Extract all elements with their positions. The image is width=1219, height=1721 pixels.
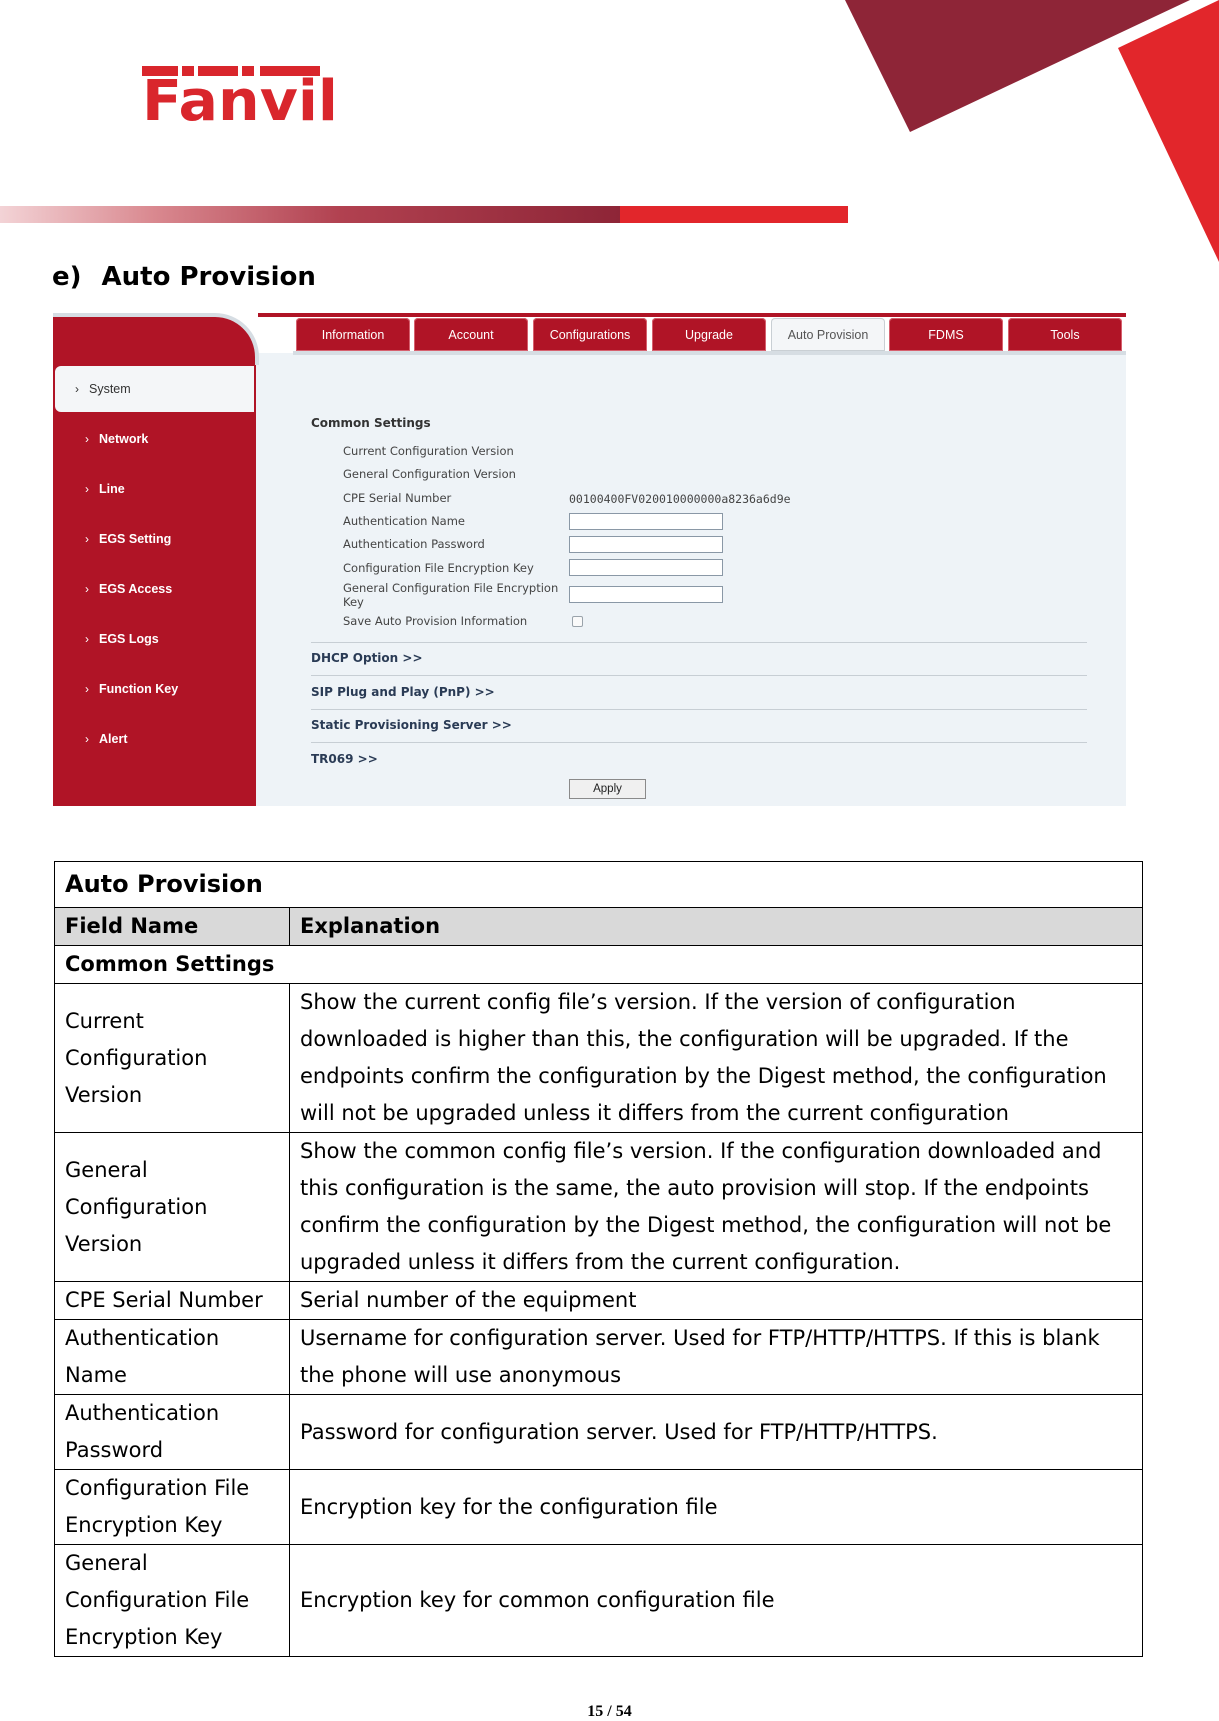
sidebar-item-egs-logs[interactable] <box>53 616 256 662</box>
explanation-cell: Password for configuration server. Used for FTP/HTTP/HTTPS. <box>290 1395 1143 1470</box>
tab-fdms[interactable]: FDMS <box>889 318 1003 351</box>
tr069-link[interactable]: TR069 >> <box>311 752 378 766</box>
sidebar-item-label: System <box>89 382 131 396</box>
sidebar-item-label: Function Key <box>99 682 179 696</box>
sidebar-item-line[interactable] <box>53 466 256 512</box>
tab-strip-line <box>293 351 1126 355</box>
explanation-cell: Show the common config file’s version. If the configuration downloaded and this configuration is the same, the auto provision will stop. If the endpoints confirm the configuration by the Digest method, the configuration will not be upgraded unless it differs from the current configuration. <box>290 1133 1143 1282</box>
tabbar-top-line <box>258 313 1126 317</box>
tab-auto-provision[interactable]: Auto Provision <box>771 318 885 351</box>
sidebar-item-label: Network <box>99 432 149 446</box>
general-key-label-line1: General Configuration File Encryption <box>343 581 559 595</box>
field-cell: Current Configuration Version <box>55 984 290 1133</box>
header-field-name: Field Name <box>55 908 290 946</box>
red-triangle <box>1118 0 1219 262</box>
explanation-cell: Show the current config file’s version. If the version of configuration downloaded is higher than this, the configuration will be upgraded. If the endpoints confirm the configuration by the Digest method, the configuration will not be upgraded unless it differs from the current configuration <box>290 984 1143 1133</box>
general-key-label-line2: Key <box>343 595 364 609</box>
cpe-serial-label: CPE Serial Number <box>343 491 452 505</box>
explanation-cell: Encryption key for the configuration file <box>290 1470 1143 1545</box>
auth-password-input[interactable] <box>569 536 723 553</box>
explanation-cell: Username for configuration server. Used for FTP/HTTP/HTTPS. If this is blank the phone will use anonymous <box>290 1320 1143 1395</box>
explanation-cell: Serial number of the equipment <box>290 1282 1143 1320</box>
chevron-right-icon: › <box>85 682 89 696</box>
field-cell: Authentication Name <box>55 1320 290 1395</box>
cpe-serial-value: 00100400FV020010000000a8236a6d9e <box>569 492 791 506</box>
divider <box>311 709 1087 710</box>
header-explanation: Explanation <box>290 908 1143 946</box>
chevron-right-icon: › <box>85 732 89 746</box>
divider <box>311 642 1087 643</box>
config-key-input[interactable] <box>569 559 723 576</box>
sidebar-item-system[interactable] <box>55 366 254 412</box>
auth-name-input[interactable] <box>569 513 723 530</box>
sidebar-item-label: Alert <box>99 732 128 746</box>
field-cell: Configuration File Encryption Key <box>55 1470 290 1545</box>
svg-text:Fanvil: Fanvil <box>142 69 338 126</box>
table-row <box>55 1320 1143 1395</box>
auto-provision-table <box>54 861 1143 1657</box>
sidebar-item-label: EGS Setting <box>99 532 172 546</box>
sip-pnp-link[interactable]: SIP Plug and Play (PnP) >> <box>311 685 495 699</box>
explanation-cell: Encryption key for common configuration file <box>290 1545 1143 1657</box>
header-stripe-gradient <box>0 206 620 223</box>
chevron-right-icon: › <box>75 382 79 396</box>
tab-tools[interactable]: Tools <box>1008 318 1122 351</box>
table-subheading-row <box>55 946 1143 984</box>
tab-information[interactable]: Information <box>296 318 410 351</box>
page-number: 15 / 54 <box>587 1703 632 1720</box>
sidebar-item-egs-setting[interactable] <box>53 516 256 562</box>
field-cell: CPE Serial Number <box>55 1282 290 1320</box>
config-key-label: Configuration File Encryption Key <box>343 561 534 575</box>
fanvil-logo <box>142 66 342 126</box>
tab-configurations[interactable]: Configurations <box>533 318 647 351</box>
table-row <box>55 1395 1143 1470</box>
tab-upgrade[interactable]: Upgrade <box>652 318 766 351</box>
table-row <box>55 984 1143 1133</box>
table-row <box>55 1133 1143 1282</box>
auth-password-label: Authentication Password <box>343 537 485 551</box>
save-info-label: Save Auto Provision Information <box>343 614 528 628</box>
sidebar-item-label: EGS Access <box>99 582 173 596</box>
table-title: Auto Provision <box>55 862 1143 908</box>
current-config-version-label: Current Configuration Version <box>343 444 514 458</box>
auth-name-label: Authentication Name <box>343 514 466 528</box>
general-key-input[interactable] <box>569 586 723 603</box>
chevron-right-icon: › <box>85 632 89 646</box>
table-row <box>55 1282 1143 1320</box>
chevron-right-icon: › <box>85 432 89 446</box>
sidebar-top-corner <box>53 313 259 365</box>
chevron-right-icon: › <box>85 532 89 546</box>
table-row <box>55 1470 1143 1545</box>
table-subheading: Common Settings <box>55 946 1143 984</box>
general-config-version-label: General Configuration Version <box>343 467 516 481</box>
divider <box>311 742 1087 743</box>
chevron-right-icon: › <box>85 482 89 496</box>
sidebar-item-label: EGS Logs <box>99 632 159 646</box>
apply-button[interactable]: Apply <box>569 779 646 799</box>
save-info-checkbox[interactable] <box>572 616 583 627</box>
header-stripe-red <box>620 206 848 223</box>
sidebar-item-function-key[interactable] <box>53 666 256 712</box>
common-settings-title: Common Settings <box>311 416 431 430</box>
field-cell: General Configuration File Encryption Key <box>55 1545 290 1657</box>
tab-account[interactable]: Account <box>414 318 528 351</box>
table-header-row <box>55 908 1143 946</box>
chevron-right-icon: › <box>85 582 89 596</box>
sidebar-item-egs-access[interactable] <box>53 566 256 612</box>
dhcp-option-link[interactable]: DHCP Option >> <box>311 651 423 665</box>
section-number: e) <box>52 262 82 292</box>
field-cell: General Configuration Version <box>55 1133 290 1282</box>
section-heading <box>52 262 316 292</box>
section-title: Auto Provision <box>101 262 316 292</box>
field-cell: Authentication Password <box>55 1395 290 1470</box>
table-row <box>55 1545 1143 1657</box>
sidebar-item-alert[interactable] <box>53 716 256 762</box>
sidebar-item-network[interactable] <box>53 416 256 462</box>
static-provisioning-link[interactable]: Static Provisioning Server >> <box>311 718 512 732</box>
table-title-row <box>55 862 1143 908</box>
header-decoration <box>0 0 1219 270</box>
sidebar-item-label: Line <box>99 482 125 496</box>
divider <box>311 675 1087 676</box>
